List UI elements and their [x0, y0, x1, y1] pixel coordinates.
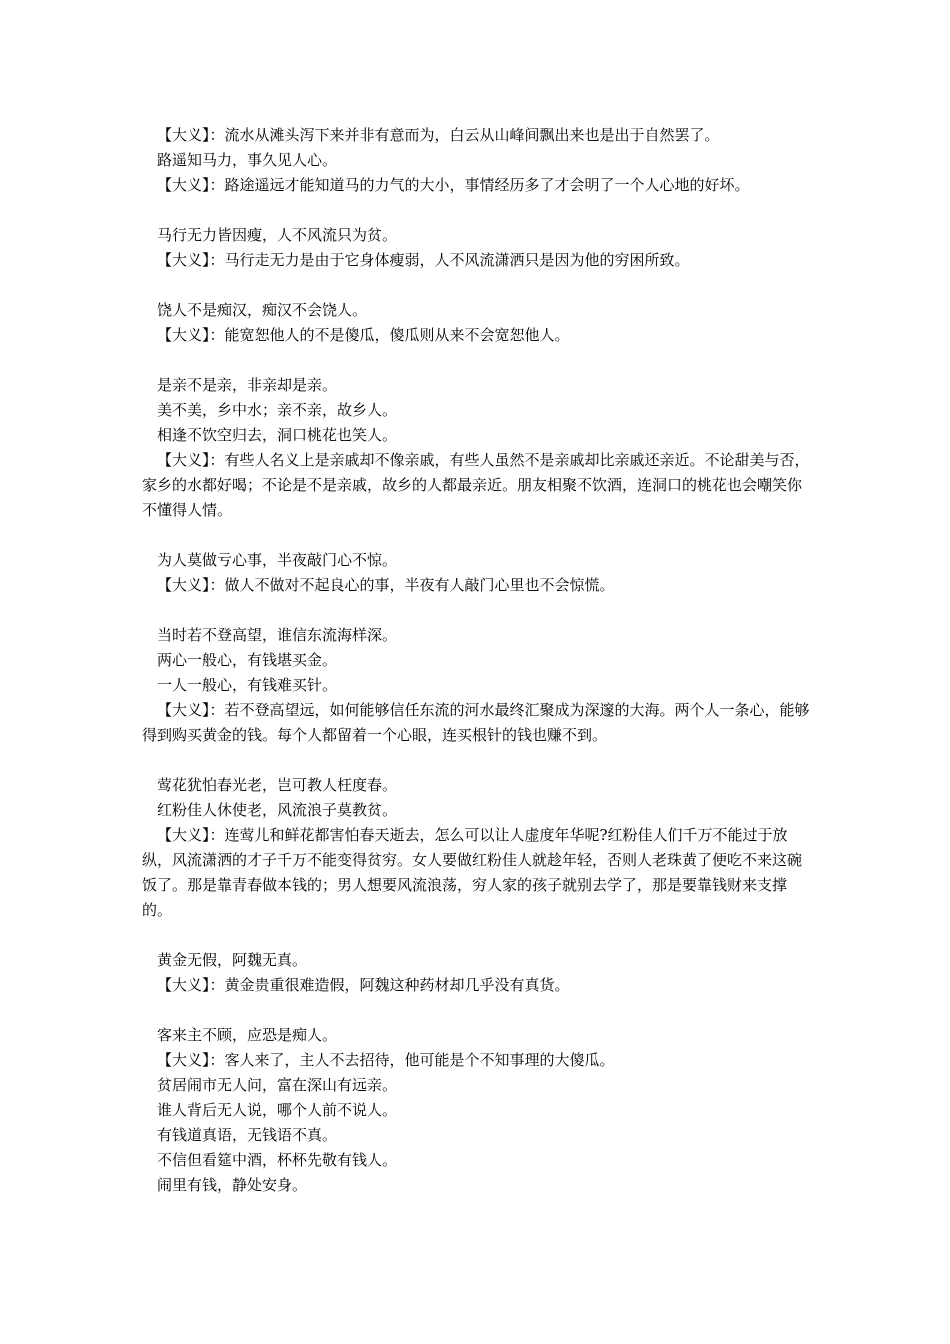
text-line-32: 【大义】：客人来了，主人不去招待，他可能是个不知事理的大傻瓜。 — [157, 1051, 615, 1069]
text-line-14: 【大义】：有些人名义上是亲戚却不像亲戚，有些人虽然不是亲戚却比亲戚还亲近。不论甜美与否，家乡的水都好喝；不论是不是亲戚，故乡的人都最亲近。朋友相聚不饮酒，连洞口的桃花也会嘲笑你不懂得人情。 — [142, 451, 810, 519]
text-line-34: 谁人背后无人说，哪个人前不说人。 — [157, 1101, 398, 1119]
text-line-26: 【大义】：连莺儿和鲜花都害怕春天逝去，怎么可以让人虚度年华呢?红粉佳人们千万不能过于放纵，风流潇洒的才子千万不能变得贫穷。女人要做红粉佳人就趁年轻，否则人老珠黄了便吃不来这碗饭了。那是靠青春做本钱的；男人想要风流浪荡，穷人家的孩子就别去学了，那是要靠钱财来支撑的。 — [142, 826, 803, 919]
text-line-37: 闹里有钱，静处安身。 — [157, 1176, 308, 1194]
text-line-29: 【大义】：黄金贵重很难造假，阿魏这种药材却几乎没有真货。 — [157, 976, 570, 994]
blank-line — [142, 598, 812, 623]
text-line-33: 贫居闹市无人问，富在深山有远亲。 — [157, 1076, 398, 1094]
text-line-28: 黄金无假，阿魏无真。 — [157, 951, 308, 969]
text-line-20: 两心一般心，有钱堪买金。 — [157, 651, 338, 669]
text-line-8: 饶人不是痴汉，痴汉不会饶人。 — [157, 301, 368, 319]
text-line-16: 为人莫做亏心事，半夜敲门心不惊。 — [157, 551, 398, 569]
blank-line — [142, 273, 812, 298]
text-line-22: 【大义】：若不登高望远，如何能够信任东流的河水最终汇聚成为深邃的大海。两个人一条心，能够得到购买黄金的钱。每个人都留着一个心眼，连买根针的钱也赚不到。 — [142, 701, 810, 744]
blank-line — [142, 998, 812, 1023]
text-line-17: 【大义】：做人不做对不起良心的事，半夜有人敲门心里也不会惊慌。 — [157, 576, 615, 594]
text-line-11: 是亲不是亲，非亲却是亲。 — [157, 376, 338, 394]
document-body — [142, 123, 812, 1198]
text-line-6: 【大义】：马行走无力是由于它身体瘦弱，人不风流潇洒只是因为他的穷困所致。 — [157, 251, 690, 269]
text-line-2: 路遥知马力，事久见人心。 — [157, 151, 338, 169]
blank-line — [142, 748, 812, 773]
text-line-24: 莺花犹怕春光老，岂可教人枉度春。 — [157, 776, 398, 794]
text-line-3: 【大义】：路途遥远才能知道马的力气的大小，事情经历多了才会明了一个人心地的好坏。 — [157, 176, 750, 194]
text-line-19: 当时若不登高望，谁信东流海样深。 — [157, 626, 398, 644]
text-line-12: 美不美，乡中水；亲不亲，故乡人。 — [157, 401, 398, 419]
text-line-35: 有钱道真语，无钱语不真。 — [157, 1126, 338, 1144]
text-line-9: 【大义】：能宽恕他人的不是傻瓜，傻瓜则从来不会宽恕他人。 — [157, 326, 570, 344]
blank-line — [142, 348, 812, 373]
blank-line — [142, 523, 812, 548]
text-line-31: 客来主不顾，应恐是痴人。 — [157, 1026, 338, 1044]
blank-line — [142, 198, 812, 223]
text-line-1: 【大义】：流水从滩头泻下来并非有意而为，白云从山峰间飘出来也是出于自然罢了。 — [157, 126, 720, 144]
text-line-25: 红粉佳人休使老，风流浪子莫教贫。 — [157, 801, 398, 819]
text-line-13: 相逢不饮空归去，洞口桃花也笑人。 — [157, 426, 398, 444]
text-line-36: 不信但看筵中酒，杯杯先敬有钱人。 — [157, 1151, 398, 1169]
text-line-5: 马行无力皆因瘦，人不风流只为贫。 — [157, 226, 398, 244]
blank-line — [142, 923, 812, 948]
text-line-21: 一人一般心，有钱难买针。 — [157, 676, 338, 694]
